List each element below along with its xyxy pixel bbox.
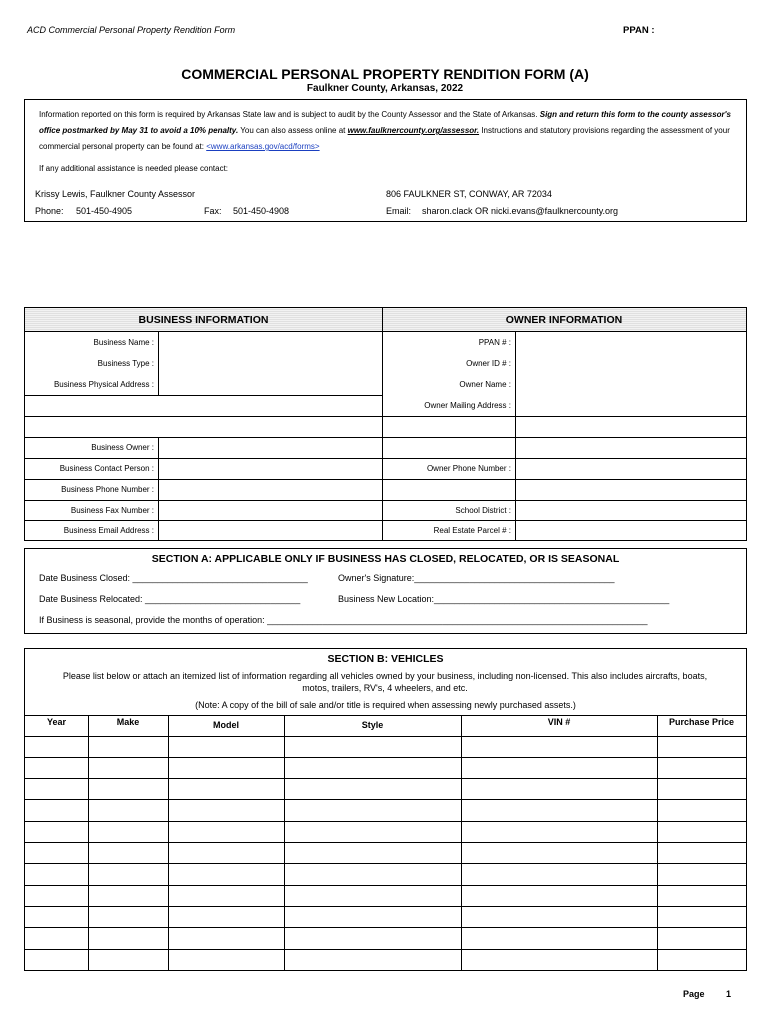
business-type-field[interactable] <box>159 354 381 374</box>
vehicle-row[interactable] <box>25 843 746 863</box>
page-number: 1 <box>726 989 732 999</box>
owner-info-header: OWNER INFORMATION <box>382 308 746 332</box>
ppan-number-field[interactable] <box>516 333 746 353</box>
ppan-header-label: PPAN : <box>623 25 655 36</box>
owner-mailing-line3-field[interactable] <box>516 438 746 458</box>
vehicle-row[interactable] <box>25 800 746 821</box>
owner-id-field[interactable] <box>516 354 746 374</box>
parcel-number-field[interactable] <box>516 521 746 540</box>
owner-signature-field[interactable]: Owner's Signature:________________________________________ <box>338 573 615 583</box>
section-b-description: Please list below or attach an itemized list of information regarding all vehicles owned by your business, including non-licensed. This also includes aircrafts, boats, motos, trailers, RV's, 4 wheelers, and etc. <box>62 671 708 693</box>
form-name-header: ACD Commercial Personal Property Rendition Form <box>27 25 236 35</box>
vehicle-row[interactable] <box>25 864 746 885</box>
phone-number: 501-450-4905 <box>76 206 133 216</box>
business-owner-field[interactable] <box>159 438 381 458</box>
column-header-make: Make <box>116 717 140 727</box>
section-a <box>24 548 747 634</box>
info-text-3: You can also assess online at <box>240 126 346 135</box>
acd-forms-link[interactable]: <www.arkansas.gov/acd/forms> <box>206 142 320 151</box>
vehicle-row[interactable] <box>25 822 746 842</box>
email-address: sharon.clack OR nicki.evans@faulknercounty.org <box>422 206 619 216</box>
column-header-style: Style <box>361 720 384 730</box>
business-phone-label: Business Phone Number : <box>61 485 154 494</box>
business-address-line3-field[interactable] <box>25 417 381 437</box>
owner-phone-field[interactable] <box>516 459 746 479</box>
owner-mailing-field[interactable] <box>516 396 746 416</box>
assessor-link[interactable]: www.faulknercounty.org/assessor. <box>347 126 480 135</box>
business-address-label: Business Physical Address : <box>53 380 154 389</box>
column-header-purchase-price: Purchase Price <box>668 717 735 727</box>
info-box <box>24 99 747 222</box>
business-email-field[interactable] <box>159 521 381 540</box>
parcel-number-label: Real Estate Parcel # : <box>433 526 511 535</box>
fax-number: 501-450-4908 <box>233 206 290 216</box>
vehicle-row[interactable] <box>25 737 746 757</box>
vehicle-row[interactable] <box>25 928 746 949</box>
business-owner-label: Business Owner : <box>91 443 154 452</box>
info-deadline-text: Sign and return this form to the county assessor's office postmarked by May 31 to avoid a 10% penalty. <box>39 110 732 135</box>
new-location-field[interactable]: Business New Location:_______________________________________________ <box>338 594 670 604</box>
section-b-note: (Note: A copy of the bill of sale and/or title is required when assessing newly purchased assets.) <box>195 700 576 710</box>
assistance-text: If any additional assistance is needed please contact: <box>39 164 229 173</box>
business-email-label: Business Email Address : <box>63 526 154 535</box>
vehicle-row[interactable] <box>25 907 746 927</box>
page-subtitle: Faulkner County, Arkansas, 2022 <box>306 83 464 94</box>
business-fax-field[interactable] <box>159 501 381 520</box>
business-address-line2-field[interactable] <box>25 396 381 416</box>
owner-id-label: Owner ID # : <box>466 359 511 368</box>
owner-phone-label: Owner Phone Number : <box>426 464 511 473</box>
business-fax-label: Business Fax Number : <box>70 506 154 515</box>
business-phone-field[interactable] <box>159 480 381 500</box>
owner-name-label: Owner Name : <box>459 380 511 389</box>
page-title: COMMERCIAL PERSONAL PROPERTY RENDITION FORM (A) <box>181 66 589 82</box>
business-contact-label: Business Contact Person : <box>59 464 154 473</box>
date-relocated-field[interactable]: Date Business Relocated: _______________________________ <box>39 594 301 604</box>
school-district-field[interactable] <box>516 501 746 520</box>
business-type-label: Business Type : <box>97 359 154 368</box>
column-header-model: Model <box>213 720 239 730</box>
section-b-vehicles <box>24 648 747 971</box>
business-name-label: Business Name : <box>93 338 154 347</box>
section-b-title: SECTION B: VEHICLES <box>327 653 444 665</box>
column-header-vin: VIN # <box>547 717 571 727</box>
column-header-year: Year <box>46 717 67 727</box>
contact-name: Krissy Lewis, Faulkner County Assessor <box>35 189 196 199</box>
date-closed-field[interactable]: Date Business Closed: ___________________________________ <box>39 573 308 583</box>
phone-label: Phone: <box>35 206 64 216</box>
school-district-label: School District : <box>455 506 511 515</box>
business-contact-field[interactable] <box>159 459 381 479</box>
page-label: Page <box>683 989 705 999</box>
ppan-number-label: PPAN # : <box>478 338 511 347</box>
owner-mailing-line2-field[interactable] <box>516 417 746 437</box>
vehicle-row[interactable] <box>25 886 746 906</box>
vehicle-row[interactable] <box>25 758 746 778</box>
business-name-field[interactable] <box>159 333 381 353</box>
email-label: Email: <box>386 206 412 216</box>
fax-label: Fax: <box>204 206 222 216</box>
info-text-1: Information reported on this form is required by Arkansas State law and is subject to audit by the County Assessor and the State of Arkansas. <box>39 110 538 119</box>
info-paragraph <box>39 107 739 155</box>
owner-mailing-label: Owner Mailing Address : <box>424 401 511 410</box>
business-address-field[interactable] <box>159 375 381 395</box>
vehicle-row[interactable] <box>25 779 746 799</box>
business-info-header: BUSINESS INFORMATION <box>25 308 382 332</box>
section-a-title: SECTION A: APPLICABLE ONLY IF BUSINESS HAS CLOSED, RELOCATED, OR IS SEASONAL <box>151 553 620 565</box>
assessor-address: 806 FAULKNER ST, CONWAY, AR 72034 <box>386 189 552 199</box>
owner-extra-field[interactable] <box>516 480 746 500</box>
seasonal-months-field[interactable]: If Business is seasonal, provide the months of operation: ____________________________________________________________________________ <box>39 615 648 625</box>
business-owner-table <box>24 307 747 541</box>
vehicle-row[interactable] <box>25 950 746 970</box>
owner-name-field[interactable] <box>516 375 746 395</box>
info-text-4: Instructions and statutory provisions regarding the assessment of your commercial personal property can be found at: <box>39 126 730 151</box>
